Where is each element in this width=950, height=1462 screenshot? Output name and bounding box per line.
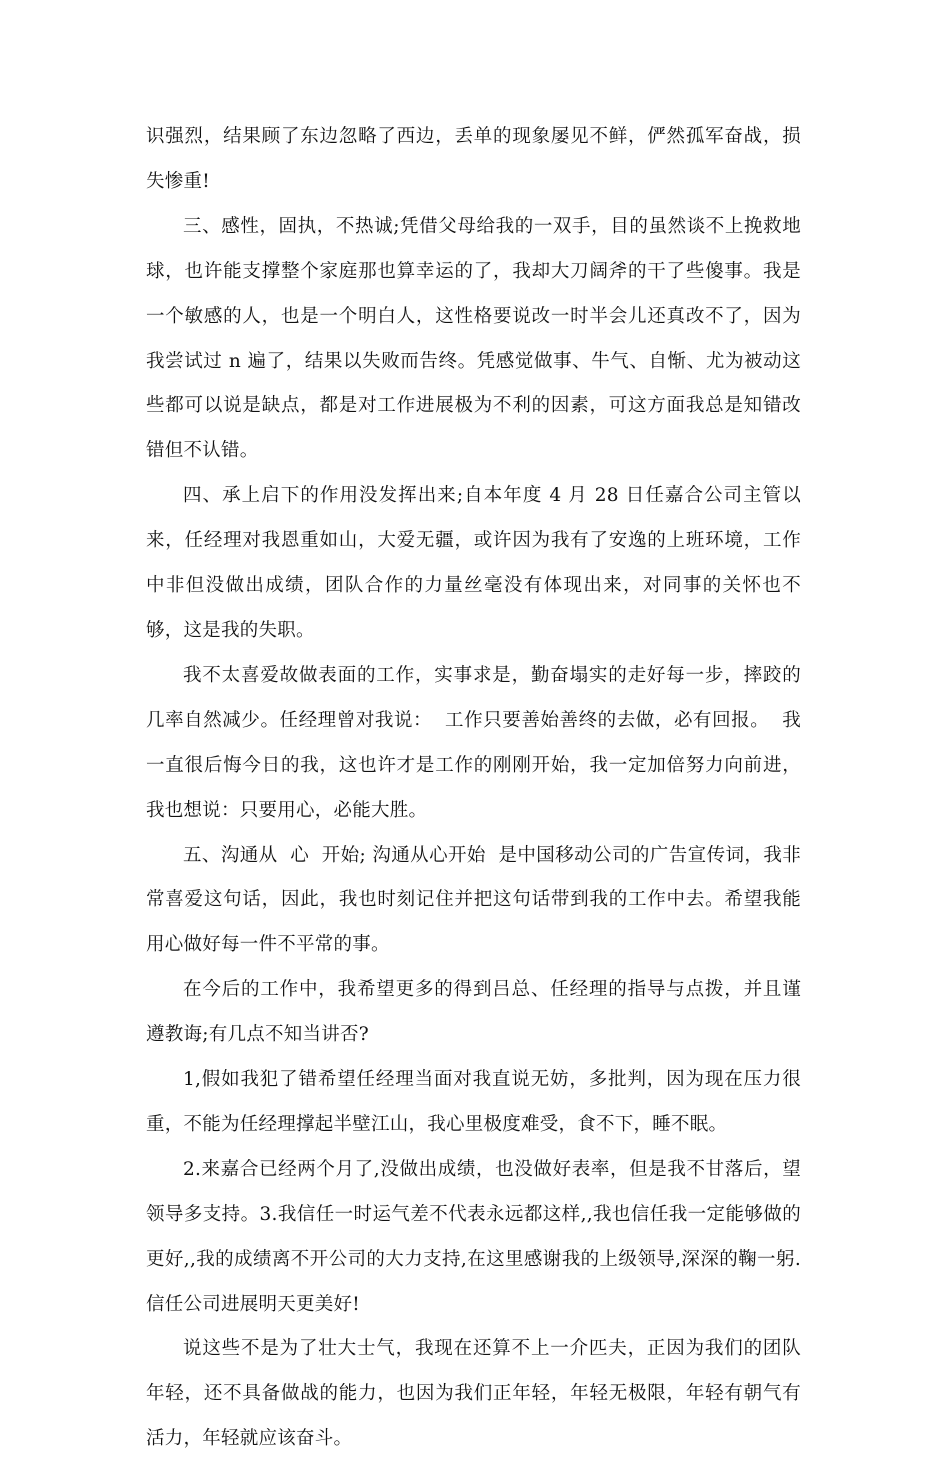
paragraph-work-attitude: 我不太喜爱故做表面的工作，实事求是，勤奋塌实的走好每一步，摔跤的几率自然减少。任经理曾对我说： 工作只要善始善终的去做，必有回报。 我一直很后悔今日的我，这也许才是工作的刚刚开始，我一定加倍努力向前进，我也想说：只要用心，必能大胜。 [146,664,801,821]
paragraph-point-four: 四、承上启下的作用没发挥出来;自本年度 4 月 28 日任嘉合公司主管以来，任经理对我恩重如山，大爱无疆，或许因为我有了安逸的上班环境，工作中非但没做出成绩，团队合作的力量丝毫没有体现出来，对同事的关怀也不够，这是我的失职。 [146,485,801,641]
paragraph-item-one: 1,假如我犯了错希望任经理当面对我直说无妨，多批判，因为现在压力很重，不能为任经理撑起半壁江山，我心里极度难受，食不下，睡不眠。 [146,1069,801,1135]
paragraph-point-three: 三、感性，固执，不热诚;凭借父母给我的一双手，目的虽然谈不上挽救地球，也许能支撑整个家庭那也算幸运的了，我却大刀阔斧的干了些傻事。我是一个敏感的人，也是一个明白人，这性格要说改一时半会儿还真改不了，因为我尝试过 n 遍了，结果以失败而告终。凭感觉做事、牛气、自惭、尤为被动这些都可以说是缺点，都是对工作进展极为不利的因素，可这方面我总是知错改错但不认错。 [146,215,801,462]
document-body [146,115,801,1462]
paragraph-future-work: 在今后的工作中，我希望更多的得到吕总、任经理的指导与点拨，并且谨遵教诲;有几点不知当讲否? [146,979,801,1046]
paragraph-conclusion: 说这些不是为了壮大士气，我现在还算不上一介匹夫，正因为我们的团队年轻，还不具备做战的能力，也因为我们正年轻，年轻无极限，年轻有朝气有活力，年轻就应该奋斗。 [146,1338,801,1450]
paragraph-point-five: 五、沟通从 心 开始; 沟通从心开始 是中国移动公司的广告宣传词，我非常喜爱这句话，因此，我也时刻记住并把这句话带到我的工作中去。希望我能用心做好每一件不平常的事。 [146,844,801,956]
paragraph-continuation: 识强烈，结果顾了东边忽略了西边，丢单的现象屡见不鲜，俨然孤军奋战，损失惨重! [146,126,801,192]
paragraph-item-two-three: 2.来嘉合已经两个月了,没做出成绩，也没做好表率，但是我不甘落后，望领导多支持。3.我信任一时运气差不代表永远都这样,,我也信任我一定能够做的更好,,我的成绩离不开公司的大力支持,在这里感谢我的上级领导,深深的鞠一躬.信任公司进展明天更美好! [146,1158,801,1315]
